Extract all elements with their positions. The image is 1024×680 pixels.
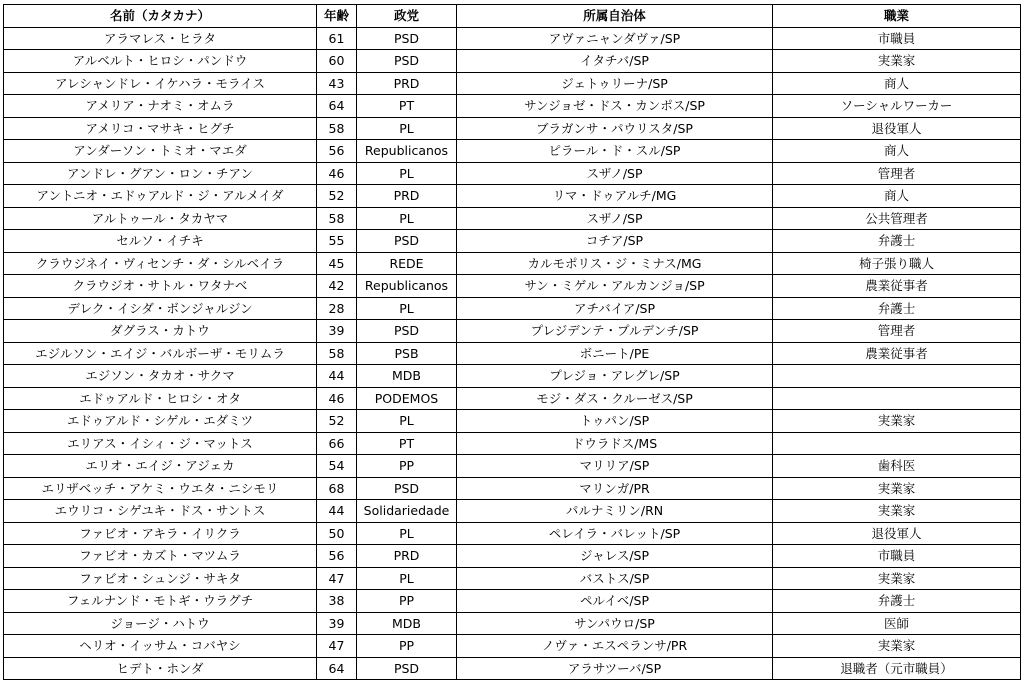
cell-age: 60 [317, 50, 357, 73]
table-body [4, 27, 1021, 680]
cell-party: Republicanos [357, 275, 457, 298]
cell-age: 50 [317, 522, 357, 545]
cell-municipality: サン・ミゲル・アルカンジョ/SP [457, 275, 773, 298]
cell-party: PSB [357, 342, 457, 365]
cell-age: 55 [317, 230, 357, 253]
cell-party: PL [357, 297, 457, 320]
cell-occupation: 実業家 [773, 50, 1021, 73]
cell-party: PL [357, 522, 457, 545]
cell-occupation [773, 365, 1021, 388]
cell-occupation: 弁護士 [773, 297, 1021, 320]
table-row [4, 207, 1021, 230]
cell-municipality: ジェトゥリーナ/SP [457, 72, 773, 95]
cell-party: PRD [357, 545, 457, 568]
cell-name: ファビオ・シュンジ・サキタ [4, 567, 317, 590]
cell-occupation [773, 387, 1021, 410]
cell-occupation: 市職員 [773, 27, 1021, 50]
cell-name: ヘリオ・イッサム・コバヤシ [4, 635, 317, 658]
cell-name: アレシャンドレ・イケハラ・モライス [4, 72, 317, 95]
cell-party: PL [357, 162, 457, 185]
cell-municipality: アラサツーバ/SP [457, 657, 773, 680]
table-row [4, 185, 1021, 208]
cell-municipality: ボニート/PE [457, 342, 773, 365]
table-row [4, 320, 1021, 343]
cell-age: 58 [317, 207, 357, 230]
cell-municipality: マリリア/SP [457, 455, 773, 478]
cell-party: PSD [357, 27, 457, 50]
cell-party: PL [357, 410, 457, 433]
cell-municipality: スザノ/SP [457, 207, 773, 230]
cell-party: PSD [357, 50, 457, 73]
cell-name: エリアス・イシィ・ジ・マットス [4, 432, 317, 455]
cell-name: ヒデト・ホンダ [4, 657, 317, 680]
cell-name: アメリコ・マサキ・ヒグチ [4, 117, 317, 140]
cell-party: PP [357, 455, 457, 478]
cell-age: 28 [317, 297, 357, 320]
cell-occupation: 実業家 [773, 500, 1021, 523]
cell-age: 44 [317, 365, 357, 388]
cell-party: PRD [357, 72, 457, 95]
cell-name: ファビオ・カズト・マツムラ [4, 545, 317, 568]
candidates-table [3, 4, 1021, 680]
cell-age: 66 [317, 432, 357, 455]
cell-age: 54 [317, 455, 357, 478]
cell-party: Solidariedade [357, 500, 457, 523]
cell-occupation: 医師 [773, 612, 1021, 635]
cell-age: 64 [317, 657, 357, 680]
cell-party: PL [357, 567, 457, 590]
cell-occupation: 農業従事者 [773, 342, 1021, 365]
cell-age: 58 [317, 342, 357, 365]
cell-occupation: 弁護士 [773, 230, 1021, 253]
table-row [4, 50, 1021, 73]
table-row [4, 365, 1021, 388]
table-row [4, 297, 1021, 320]
cell-age: 56 [317, 545, 357, 568]
cell-party: Republicanos [357, 140, 457, 163]
cell-party: PT [357, 432, 457, 455]
cell-municipality: トゥパン/SP [457, 410, 773, 433]
cell-municipality: ペルイベ/SP [457, 590, 773, 613]
cell-municipality: サンパウロ/SP [457, 612, 773, 635]
cell-municipality: ペレイラ・バレット/SP [457, 522, 773, 545]
cell-municipality: ノヴァ・エスペランサ/PR [457, 635, 773, 658]
cell-occupation: 公共管理者 [773, 207, 1021, 230]
table-row [4, 27, 1021, 50]
table-row [4, 522, 1021, 545]
cell-age: 46 [317, 162, 357, 185]
cell-municipality: サンジョゼ・ドス・カンポス/SP [457, 95, 773, 118]
table-row [4, 95, 1021, 118]
cell-name: アメリア・ナオミ・オムラ [4, 95, 317, 118]
cell-municipality: リマ・ドゥアルチ/MG [457, 185, 773, 208]
cell-name: ジョージ・ハトウ [4, 612, 317, 635]
cell-party: MDB [357, 612, 457, 635]
cell-occupation: 退役軍人 [773, 522, 1021, 545]
cell-occupation: 実業家 [773, 477, 1021, 500]
cell-age: 38 [317, 590, 357, 613]
cell-occupation: 歯科医 [773, 455, 1021, 478]
table-row [4, 140, 1021, 163]
table-header [4, 5, 1021, 28]
cell-name: フェルナンド・モトギ・ウラグチ [4, 590, 317, 613]
header-age: 年齢 [317, 5, 357, 28]
cell-name: エリオ・エイジ・アジェカ [4, 455, 317, 478]
cell-name: エジルソン・エイジ・バルボーザ・モリムラ [4, 342, 317, 365]
cell-municipality: プレジデンテ・プルデンチ/SP [457, 320, 773, 343]
cell-age: 45 [317, 252, 357, 275]
table-row [4, 410, 1021, 433]
cell-age: 56 [317, 140, 357, 163]
cell-occupation: 農業従事者 [773, 275, 1021, 298]
table-row [4, 252, 1021, 275]
header-row [4, 5, 1021, 28]
cell-age: 39 [317, 320, 357, 343]
header-party: 政党 [357, 5, 457, 28]
cell-occupation: 商人 [773, 185, 1021, 208]
cell-name: アンダーソン・トミオ・マエダ [4, 140, 317, 163]
cell-occupation: 市職員 [773, 545, 1021, 568]
table-row [4, 230, 1021, 253]
cell-municipality: スザノ/SP [457, 162, 773, 185]
cell-name: セルソ・イチキ [4, 230, 317, 253]
cell-party: PRD [357, 185, 457, 208]
cell-age: 58 [317, 117, 357, 140]
cell-party: PSD [357, 477, 457, 500]
table-row [4, 545, 1021, 568]
cell-municipality: バストス/SP [457, 567, 773, 590]
table-row [4, 162, 1021, 185]
cell-municipality: ブラガンサ・パウリスタ/SP [457, 117, 773, 140]
cell-municipality: パルナミリン/RN [457, 500, 773, 523]
cell-name: エジソン・タカオ・サクマ [4, 365, 317, 388]
cell-age: 39 [317, 612, 357, 635]
cell-municipality: ジャレス/SP [457, 545, 773, 568]
cell-name: エリザベッチ・アケミ・ウエタ・ニシモリ [4, 477, 317, 500]
cell-occupation: 商人 [773, 140, 1021, 163]
cell-age: 52 [317, 410, 357, 433]
table-row [4, 117, 1021, 140]
cell-name: エドゥアルド・シゲル・エダミツ [4, 410, 317, 433]
cell-name: エウリコ・シゲユキ・ドス・サントス [4, 500, 317, 523]
table-row [4, 455, 1021, 478]
cell-occupation: ソーシャルワーカー [773, 95, 1021, 118]
cell-party: PSD [357, 230, 457, 253]
cell-municipality: イタチバ/SP [457, 50, 773, 73]
cell-municipality: プレジョ・アレグレ/SP [457, 365, 773, 388]
header-name: 名前（カタカナ） [4, 5, 317, 28]
cell-occupation: 管理者 [773, 320, 1021, 343]
cell-party: PSD [357, 657, 457, 680]
table-row [4, 500, 1021, 523]
table-row [4, 477, 1021, 500]
cell-municipality: コチア/SP [457, 230, 773, 253]
cell-name: エドゥアルド・ヒロシ・オタ [4, 387, 317, 410]
cell-age: 44 [317, 500, 357, 523]
cell-name: クラウジネイ・ヴィセンチ・ダ・シルベイラ [4, 252, 317, 275]
cell-occupation: 退役軍人 [773, 117, 1021, 140]
table-row [4, 612, 1021, 635]
cell-party: PL [357, 117, 457, 140]
cell-party: PP [357, 635, 457, 658]
cell-age: 47 [317, 635, 357, 658]
cell-party: PP [357, 590, 457, 613]
cell-occupation: 商人 [773, 72, 1021, 95]
cell-party: PT [357, 95, 457, 118]
cell-name: ダグラス・カトウ [4, 320, 317, 343]
cell-age: 46 [317, 387, 357, 410]
table-row [4, 275, 1021, 298]
cell-age: 52 [317, 185, 357, 208]
cell-occupation: 実業家 [773, 567, 1021, 590]
cell-age: 61 [317, 27, 357, 50]
cell-occupation: 椅子張り職人 [773, 252, 1021, 275]
cell-age: 68 [317, 477, 357, 500]
header-occupation: 職業 [773, 5, 1021, 28]
cell-age: 47 [317, 567, 357, 590]
cell-party: PL [357, 207, 457, 230]
cell-age: 64 [317, 95, 357, 118]
table-row [4, 567, 1021, 590]
cell-occupation: 弁護士 [773, 590, 1021, 613]
cell-name: デレク・イシダ・ボンジャルジン [4, 297, 317, 320]
table-row [4, 387, 1021, 410]
cell-name: アラマレス・ヒラタ [4, 27, 317, 50]
cell-municipality: ピラール・ド・スル/SP [457, 140, 773, 163]
table-container [3, 4, 1021, 680]
cell-party: REDE [357, 252, 457, 275]
table-row [4, 432, 1021, 455]
cell-occupation: 実業家 [773, 635, 1021, 658]
cell-municipality: モジ・ダス・クルーゼス/SP [457, 387, 773, 410]
cell-party: PSD [357, 320, 457, 343]
table-row [4, 635, 1021, 658]
cell-municipality: アチバイア/SP [457, 297, 773, 320]
table-row [4, 657, 1021, 680]
cell-municipality: マリンガ/PR [457, 477, 773, 500]
cell-name: アンドレ・グアン・ロン・チアン [4, 162, 317, 185]
cell-name: アントニオ・エドゥアルド・ジ・アルメイダ [4, 185, 317, 208]
table-row [4, 342, 1021, 365]
cell-occupation: 管理者 [773, 162, 1021, 185]
cell-name: ファビオ・アキラ・イリクラ [4, 522, 317, 545]
cell-name: アルベルト・ヒロシ・パンドウ [4, 50, 317, 73]
cell-age: 42 [317, 275, 357, 298]
cell-municipality: ドウラドス/MS [457, 432, 773, 455]
cell-occupation: 実業家 [773, 410, 1021, 433]
table-row [4, 590, 1021, 613]
cell-municipality: カルモポリス・ジ・ミナス/MG [457, 252, 773, 275]
cell-occupation [773, 432, 1021, 455]
cell-name: クラウジオ・サトル・ワタナベ [4, 275, 317, 298]
header-municipality: 所属自治体 [457, 5, 773, 28]
cell-party: PODEMOS [357, 387, 457, 410]
cell-municipality: アヴァニャンダヴァ/SP [457, 27, 773, 50]
cell-party: MDB [357, 365, 457, 388]
cell-name: アルトゥール・タカヤマ [4, 207, 317, 230]
cell-age: 43 [317, 72, 357, 95]
table-row [4, 72, 1021, 95]
cell-occupation: 退職者（元市職員） [773, 657, 1021, 680]
